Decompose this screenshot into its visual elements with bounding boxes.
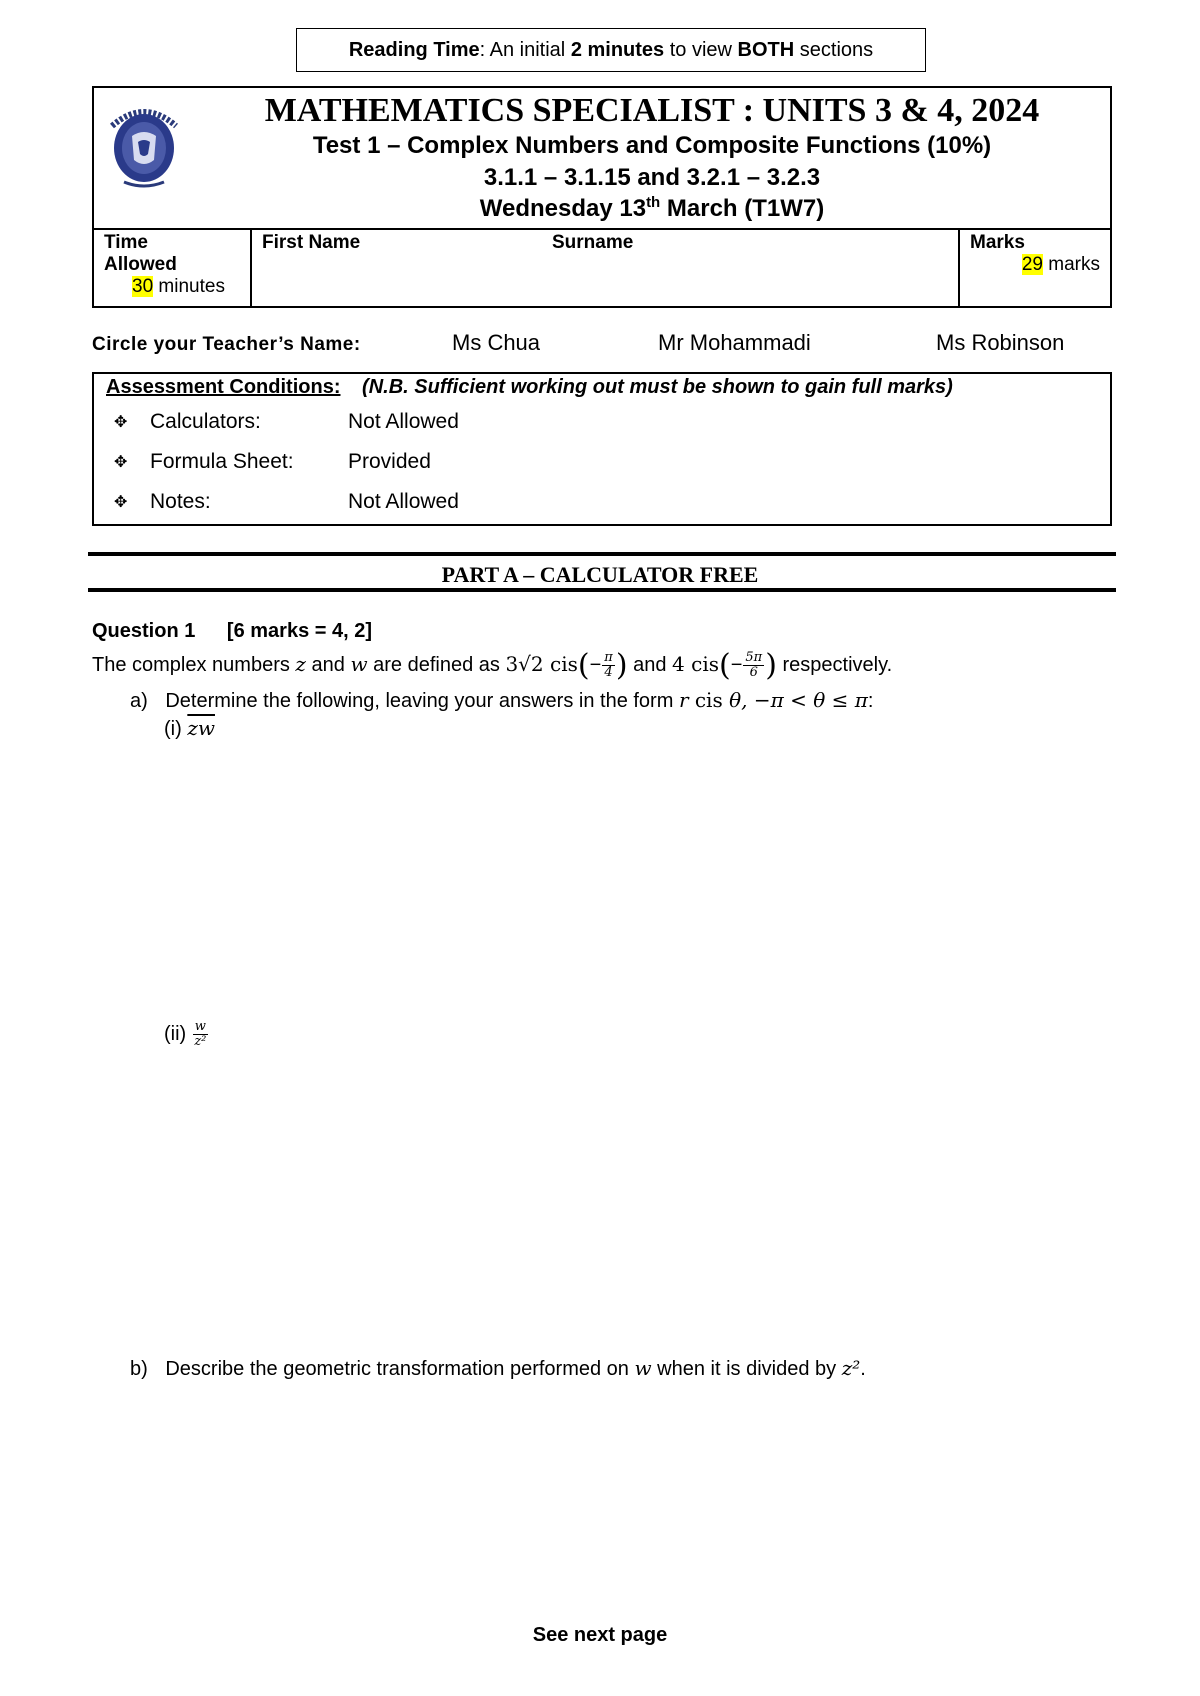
surname-label: Surname [552,232,634,253]
teacher-selection [92,330,1112,360]
reading-time-text-2: to view [664,38,738,61]
marks-value: 29 [1021,254,1043,275]
marks-label: Marks [970,232,1025,253]
time-unit: minutes [153,276,225,297]
stem-text: and [627,653,673,676]
footer-next-page: See next page [532,1624,668,1646]
conditions-header [106,376,953,399]
date-sup: th [646,194,661,211]
question-1-part-a: a) Determine the following, leaving your answers in the form r cis θ, −π < θ ≤ π: [130,688,874,712]
diamond-bullet-icon: ✥ [114,414,128,431]
reading-time-text-3: sections [794,38,874,61]
time-value: 30 [132,276,154,297]
conditions-heading: Assessment Conditions: [106,376,341,398]
part-label: a) [130,690,148,712]
diamond-bullet-icon: ✥ [114,454,128,471]
sub-part-label: (ii) [164,1022,187,1045]
question-1-a-i [164,716,215,741]
part-label: b) [130,1358,148,1380]
time-allowed-cell [94,230,252,308]
section-rule-top [88,552,1116,556]
question-1-heading [92,620,372,643]
condition-formula-sheet [114,450,431,474]
question-1-part-b [130,1356,866,1381]
question-number: Question 1 [92,620,196,642]
section-rule-bottom [88,588,1116,592]
condition-value: Provided [348,450,431,473]
part-b-text: Describe the geometric transformation performed on [165,1358,635,1380]
math-conj-zw: $\overline{zw}$ [187,716,215,740]
math-w-over-z2: $\frac{w}{\text{z²}}$ [194,1019,207,1049]
reading-time-emph: BOTH [737,38,795,61]
math-z-value: 3√2 cis(− $\frac{\pi}{4}$ ) [505,648,628,683]
test-title: MATHEMATICS SPECIALIST : UNITS 3 & 4, 2024 [264,92,1040,129]
math-z-squared: z² [841,1356,861,1380]
test-subtitle: Test 1 – Complex Numbers and Composite Functions (10%) [312,132,992,159]
marks-unit: marks [1043,254,1100,275]
conditions-note: (N.B. Sufficient working out must be shown to gain full marks) [362,376,953,398]
stem-text: and [305,653,351,676]
condition-value: Not Allowed [348,410,459,433]
math-w: w [634,1356,652,1380]
question-1-stem [92,648,892,683]
part-b-text: . [860,1358,866,1380]
question-marks: [6 marks = 4, 2] [226,620,373,642]
syllabus-units: 3.1.1 – 3.1.15 and 3.2.1 – 3.2.3 [483,164,821,191]
teacher-option-chua[interactable]: Ms Chua [452,330,541,355]
time-label-1: Time [104,232,149,253]
condition-value: Not Allowed [348,490,459,513]
surname-field[interactable] [542,230,962,308]
part-a-title: PART A – CALCULATOR FREE [441,562,759,587]
condition-notes [114,490,459,514]
stem-text: respectively. [776,653,893,676]
teacher-prompt: Circle your Teacher’s Name: [92,334,361,355]
test-date [94,194,1110,223]
diamond-bullet-icon: ✥ [114,494,128,511]
math-w: w [350,651,368,676]
stem-text: The complex numbers [92,653,296,676]
test-header [92,86,1112,308]
stem-text: are defined as [367,653,506,676]
part-b-text: when it is divided by [651,1358,842,1380]
math-w-value: 4 cis(− $\frac{5\pi}{6}$ ) [672,648,777,683]
first-name-label: First Name [262,232,361,253]
teacher-option-mohammadi[interactable]: Mr Mohammadi [658,330,811,355]
question-1-a-ii [164,1020,209,1049]
reading-time-box [296,28,926,72]
info-row [94,228,1110,308]
math-polar-form: r cis θ, −π < θ ≤ π [678,688,868,712]
marks-cell [958,230,1110,308]
reading-time-duration: 2 minutes [570,38,665,61]
first-name-field[interactable] [252,230,542,308]
condition-label: Notes: [150,490,211,513]
math-z: z [295,651,306,676]
condition-calculators [114,410,459,434]
time-label-2: Allowed [104,254,177,275]
sub-part-label: (i) [164,718,182,740]
condition-label: Calculators: [150,410,261,433]
teacher-option-robinson[interactable]: Ms Robinson [936,330,1065,355]
date-suffix: March (T1W7) [660,195,825,222]
part-a-text: Determine the following, leaving your answers in the form [165,690,679,712]
condition-label: Formula Sheet: [150,450,294,473]
reading-time-text-1: : An initial [479,38,571,61]
date-prefix: Wednesday 13 [479,195,647,222]
assessment-conditions [92,372,1112,526]
reading-time-label: Reading Time [348,38,480,61]
